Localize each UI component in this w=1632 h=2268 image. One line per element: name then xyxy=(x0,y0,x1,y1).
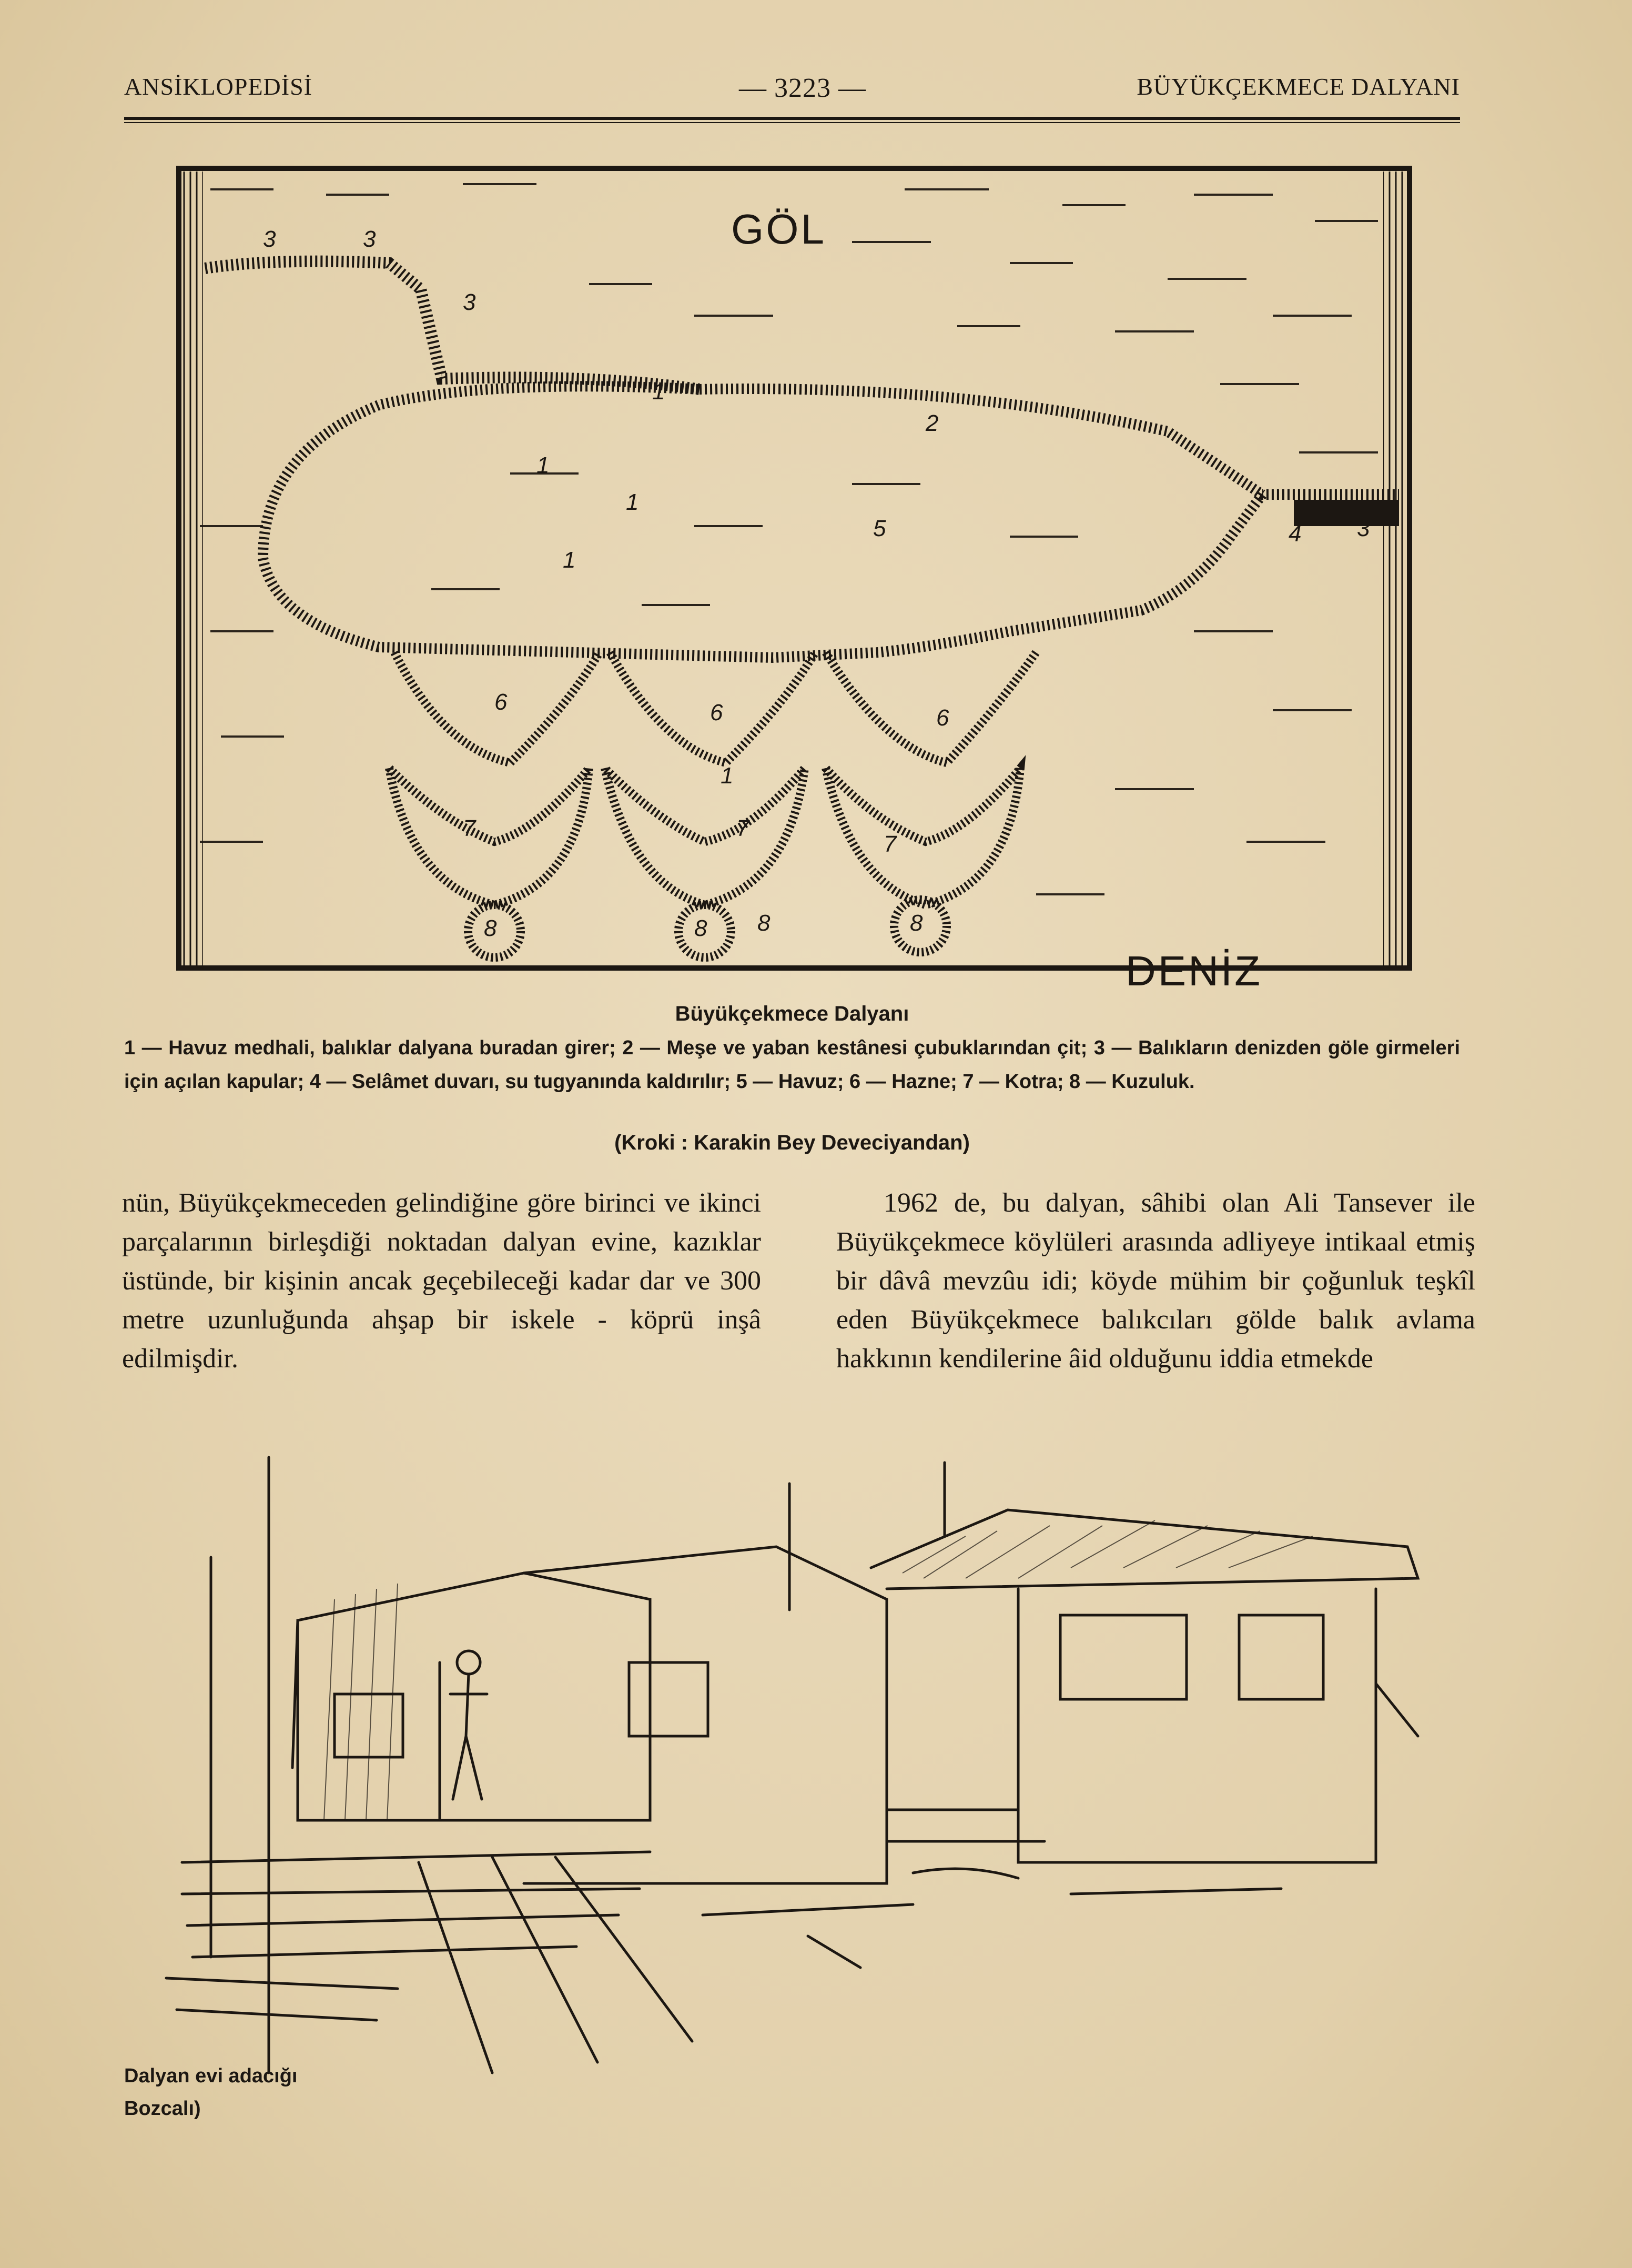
illustration-caption-line: Bozcalı) xyxy=(124,2098,201,2120)
map-number: 8 xyxy=(910,910,923,936)
header-rule-thin xyxy=(124,122,1460,123)
body-paragraph: nün, Büyükçekmeceden gelindiğine göre birinci ve ikinci parçalarının birleşdiği noktadan dalyan evine, kazıklar üstünde, bir kişinin ancak geçebileceği kadar dar ve 300 metre uzunluğunda ahşap bir iskele - köprü inşâ edilmişdir. xyxy=(122,1188,761,1374)
map-number: 2 xyxy=(926,410,939,436)
figure-caption-title: Büyükçekmece Dalyanı xyxy=(675,1002,909,1025)
map-number: 7 xyxy=(736,815,749,841)
page-number: — 3223 — xyxy=(739,73,866,103)
map-number: 8 xyxy=(757,910,771,936)
map-number: 1 xyxy=(626,489,639,515)
header-left-title: ANSİKLOPEDİSİ xyxy=(124,73,312,100)
shore-left xyxy=(182,172,203,966)
map-number: 3 xyxy=(1357,516,1370,541)
body-column-left xyxy=(122,1184,761,1378)
map-number: 1 xyxy=(721,763,734,789)
havuz-outline xyxy=(263,386,1399,658)
map-number: 8 xyxy=(694,915,707,941)
map-number: 1 xyxy=(563,547,576,573)
figure-caption-legend: 1 — Havuz medhali, balıklar dalyana buradan girer; 2 — Meşe ve yaban kestânesi çubuklarından çit; 3 — Balıkların denizden göle girmeleri için açılan kapular; 4 — Selâmet duvarı, su tugyanında kaldırılır; 5 — Havuz; 6 — Hazne; 7 — Kotra; 8 — Kuzuluk. xyxy=(124,1037,1460,1093)
body-paragraph: 1962 de, bu dalyan, sâhibi olan Ali Tansever ile Büyükçekmece köylüleri arasında adliyeye intikaal etmiş bir dâvâ mevzûu idi; köyde mühim bir çoğunluk teşkîl eden Büyükçekmece balıkcıları gölde balık avlama hakkının kendilerine âid olduğunu iddia etmekde xyxy=(836,1188,1475,1374)
map-frame xyxy=(179,168,1410,968)
dalyan-map-sketch xyxy=(168,158,1420,994)
illustration-caption xyxy=(124,2060,298,2125)
map-label-lake: GÖL xyxy=(731,206,826,253)
map-number: 7 xyxy=(884,831,897,857)
house-illustration xyxy=(124,1442,1449,2125)
illustration-caption-line: Dalyan evi adacığı xyxy=(124,2065,298,2087)
map-number: 6 xyxy=(710,700,723,725)
map-drawing xyxy=(168,158,1420,984)
map-number: 1 xyxy=(652,379,665,405)
map-number: 6 xyxy=(936,705,949,731)
map-number: 3 xyxy=(463,289,476,315)
body-column-right xyxy=(836,1184,1475,1378)
header-rule xyxy=(124,117,1460,120)
map-number: 6 xyxy=(494,689,508,715)
running-header xyxy=(124,73,1460,115)
map-label-sea: DENİZ xyxy=(1126,947,1262,994)
shore-right xyxy=(1383,172,1406,966)
map-number: 8 xyxy=(484,915,497,941)
map-number: 3 xyxy=(363,226,376,252)
dalyan-house-drawing xyxy=(124,1442,1449,2125)
map-number: 7 xyxy=(463,815,476,841)
map-number: 1 xyxy=(536,452,550,478)
figure-caption-credit: (Kroki : Karakin Bey Deveciyandan) xyxy=(614,1131,970,1154)
map-number: 5 xyxy=(873,516,886,541)
fence-upper xyxy=(205,261,700,389)
map-number: 4 xyxy=(1289,521,1302,547)
hazne-lobes xyxy=(389,652,1036,957)
header-right-title: BÜYÜKÇEKMECE DALYANI xyxy=(1137,73,1460,100)
map-number: 3 xyxy=(263,226,276,252)
